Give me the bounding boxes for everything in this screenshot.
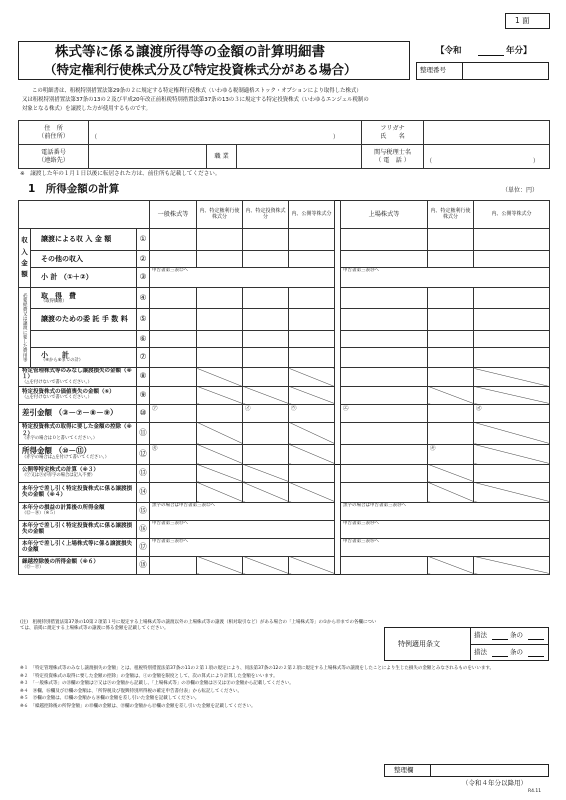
amount-input[interactable] <box>428 229 474 251</box>
amount-input[interactable] <box>243 251 289 268</box>
cell-mark: ㋒ <box>291 405 297 412</box>
row-label-12 <box>19 444 137 464</box>
special-provision-label: 特例適用条文 <box>398 640 440 648</box>
occupation-label: 職 業 <box>207 145 237 169</box>
amount-input[interactable] <box>428 368 474 387</box>
amount-input[interactable] <box>474 464 550 482</box>
amount-input[interactable] <box>341 386 428 404</box>
calc-row-3 <box>19 268 550 288</box>
address-close-paren: ） <box>332 133 339 141</box>
amount-input[interactable] <box>150 422 197 444</box>
unused-cell <box>474 386 550 404</box>
special-provision-input-2[interactable] <box>492 656 508 657</box>
jojo-note-cell[interactable] <box>341 538 550 556</box>
occupation-input[interactable] <box>237 145 362 169</box>
row-number: ⑨ <box>137 386 150 404</box>
cell-mark: ㋖ <box>430 445 436 452</box>
special-provision-post-1: 条の <box>510 631 523 639</box>
amount-input[interactable] <box>474 229 550 251</box>
row-label-text: その他の収入 <box>41 254 83 263</box>
amount-input[interactable] <box>150 556 197 574</box>
row-label-sub: （△を付けないで書いてください。） <box>22 379 92 385</box>
calc-row-12 <box>19 444 550 464</box>
era-label: 【令和 <box>436 46 462 56</box>
phone-sub-label: （連絡先） <box>38 156 69 164</box>
row-label-1 <box>31 229 137 251</box>
row-label-text: 本年分で差し引く特定投資株式に係る譲渡損失の金額（※４） <box>22 485 133 499</box>
calc-row-18 <box>19 556 550 574</box>
amount-input[interactable] <box>341 288 428 309</box>
amount-input[interactable] <box>428 444 474 464</box>
row-label-16 <box>19 520 137 538</box>
amount-input[interactable] <box>150 309 197 331</box>
row-label-7 <box>31 348 137 368</box>
unused-cell <box>289 422 335 444</box>
header-ippan: 一般株式等 <box>150 201 197 229</box>
seiri-bango-label: 整理番号 <box>420 66 446 74</box>
amount-input[interactable] <box>341 368 428 387</box>
amount-input[interactable] <box>243 348 289 368</box>
personal-info-table <box>18 120 550 169</box>
amount-input[interactable] <box>428 348 474 368</box>
phone-input[interactable] <box>89 145 207 169</box>
header-ippan-kokai: 内、公開等株式分 <box>289 201 335 229</box>
row-label-18 <box>19 556 137 574</box>
unused-cell <box>428 386 474 404</box>
tax-accountant-label: 関与税理士名 <box>373 149 412 157</box>
row-label-5 <box>31 309 137 331</box>
amount-input[interactable] <box>474 348 550 368</box>
jojo-note: 申告書第三表㉔へ <box>343 268 380 273</box>
cell-mark: ㋔ <box>476 405 482 412</box>
special-provision-pre-2: 措法 <box>474 648 487 656</box>
unused-cell <box>289 386 335 404</box>
phone-label: 電話番号 <box>41 149 66 157</box>
amount-input[interactable] <box>474 404 550 422</box>
amount-input[interactable] <box>474 331 550 348</box>
special-provision-pre-1: 措法 <box>474 631 487 639</box>
row-number: ③ <box>137 268 150 288</box>
calc-row-10 <box>19 404 550 422</box>
amount-input[interactable] <box>289 288 335 309</box>
row-number: ⑤ <box>137 309 150 331</box>
ippan-note-cell[interactable] <box>150 538 335 556</box>
amount-input[interactable] <box>289 331 335 348</box>
amount-input[interactable] <box>341 444 428 464</box>
row-label-text: 取 得 費 <box>41 291 76 300</box>
income-side-char: 収 <box>21 236 28 245</box>
amount-input[interactable] <box>289 309 335 331</box>
tax-accountant-input[interactable] <box>424 145 550 169</box>
row-label-sub: （取得価額） <box>41 298 67 304</box>
unused-cell <box>243 556 289 574</box>
row-number: ⑦ <box>137 348 150 368</box>
jojo-note: 申告書第三表㉞へ <box>343 520 380 526</box>
section-1-unit: （単位：円） <box>502 187 539 194</box>
row-number: ⑩ <box>137 404 150 422</box>
special-provision-post-2: 条の <box>510 648 523 656</box>
amount-input[interactable] <box>197 309 243 331</box>
amount-input[interactable] <box>474 309 550 331</box>
notes-block-2 <box>20 666 550 711</box>
amount-input[interactable] <box>197 348 243 368</box>
name-label: 氏 名 <box>380 132 405 140</box>
amount-input[interactable] <box>197 331 243 348</box>
amount-input[interactable] <box>243 404 289 422</box>
amount-input[interactable] <box>197 404 243 422</box>
row-label-text: 小 計 <box>41 351 69 359</box>
header-ippan-tokutei-kenri: 内、特定権利行使株式分 <box>197 201 243 229</box>
calc-row-6 <box>19 331 550 348</box>
unused-cell <box>474 368 550 387</box>
row-label-14 <box>19 482 137 502</box>
row-label-sub: （㋐又は㋓が赤字の場合は記入不要） <box>22 472 96 478</box>
row-label-text: 特定管理株式等のみなし譲渡損失の金額（※１） <box>22 368 132 381</box>
amount-input[interactable] <box>289 348 335 368</box>
income-side-char: 額 <box>21 270 28 279</box>
amount-input[interactable] <box>474 251 550 268</box>
amount-input[interactable] <box>428 422 474 444</box>
seiri-ran-input[interactable] <box>431 765 548 776</box>
amount-input[interactable] <box>341 482 428 502</box>
name-input[interactable] <box>424 121 550 145</box>
ippan-note: 黒字の場合は申告書第三表㉒へ <box>152 502 216 508</box>
unused-cell <box>197 386 243 404</box>
row-label-sub: （⑮－⑰） <box>22 564 44 570</box>
calc-row-17 <box>19 538 550 556</box>
amount-input[interactable] <box>428 251 474 268</box>
unused-cell <box>197 368 243 387</box>
tax-accountant-label-cell <box>362 145 424 169</box>
income-side-char: 入 <box>21 247 28 256</box>
intro-line-1: この明細書は、租税特別措置法第29条の２に規定する特定権利行使株式（いわゆる税制適格ストック・オプションにより取得した株式） <box>32 88 362 94</box>
header-jojo-tokutei-kenri: 内、特定権利行使株式分 <box>428 201 474 229</box>
address-open-paren: （ <box>91 133 98 141</box>
unused-cell <box>474 444 550 464</box>
unused-cell <box>197 422 243 444</box>
amount-input[interactable] <box>150 404 197 422</box>
jojo-note: 申告書第三表㊱へ <box>343 538 380 544</box>
amount-input[interactable] <box>428 331 474 348</box>
amount-input[interactable] <box>150 482 197 502</box>
unused-cell <box>197 482 243 502</box>
residence-note: ※ 譲渡した年の１月１日以後に転居された方は、前住所も記載してください。 <box>20 171 221 177</box>
row-label-text: 所得金額 （⑩－⑪） <box>22 446 91 456</box>
calc-row-5 <box>19 309 550 331</box>
phone-label-cell <box>19 145 89 169</box>
furigana-label: フリガナ <box>380 125 405 133</box>
unused-cell <box>289 556 335 574</box>
row-label-text: 特定投資株式の取得に要した金額の控除（※２） <box>22 424 132 437</box>
jojo-note: 黒字の場合は申告書第三表㉔へ <box>343 502 407 508</box>
amount-input[interactable] <box>197 251 243 268</box>
row-label-text: 本年分で差し引く上場株式等に係る譲渡損失の金額 <box>22 540 133 554</box>
header-ippan-tokutei-toushi: 内、特定投資株式分 <box>243 201 289 229</box>
amount-input[interactable] <box>243 229 289 251</box>
row-number: ⑰ <box>137 538 150 556</box>
unused-cell <box>197 556 243 574</box>
unused-cell <box>243 482 289 502</box>
ippan-note: 申告書第三表㉟へ <box>152 538 189 544</box>
row-label-text: 差引金額 （③－⑦－⑧－⑨） <box>22 407 118 417</box>
unused-cell <box>474 482 550 502</box>
page-title: 株式等に係る譲渡所得等の金額の計算明細書 <box>55 44 325 60</box>
unused-cell <box>428 464 474 482</box>
expense-side-label: 必要経費又は譲渡に要した費用等 <box>19 288 31 368</box>
name-label-cell <box>362 121 424 145</box>
row-label-sub: （赤字の場合は０と書いてください。） <box>22 435 98 441</box>
address-input[interactable] <box>89 121 362 145</box>
amount-input[interactable] <box>341 229 428 251</box>
header-jojo-kokai: 内、公開等株式分 <box>474 201 550 229</box>
amount-input[interactable] <box>341 251 428 268</box>
address-label: 住 所 <box>44 125 63 133</box>
unused-cell <box>289 368 335 387</box>
amount-input[interactable] <box>197 288 243 309</box>
jojo-note-cell[interactable] <box>341 502 550 520</box>
row-number: ① <box>137 229 150 251</box>
form-code: R4.11 <box>528 789 542 794</box>
amount-input[interactable] <box>341 404 428 422</box>
cell-mark: ㋓ <box>343 405 349 412</box>
ippan-note: 申告書第三表㉝へ <box>152 520 189 526</box>
row-label-3 <box>31 268 137 288</box>
amount-input[interactable] <box>289 251 335 268</box>
amount-input[interactable] <box>341 422 428 444</box>
note-2: ※２ 「特定投資株式の取得に要した金額の控除」の金額は、㋑の金額を限度として、次の算式により計算した金額をいいます。 <box>20 673 278 679</box>
calc-row-16 <box>19 520 550 538</box>
income-side-char: 金 <box>21 259 28 267</box>
cell-mark: ㋕ <box>152 445 158 452</box>
footer-note: （令和４年分以降用） <box>462 779 527 787</box>
unused-cell <box>289 444 335 464</box>
row-label-13 <box>19 464 137 482</box>
tax-open-paren: （ <box>426 157 433 165</box>
row-label-sub: （④から⑥までの計） <box>41 358 84 364</box>
amount-input[interactable] <box>341 348 428 368</box>
calc-row-7 <box>19 348 550 368</box>
amount-input[interactable] <box>243 444 289 464</box>
amount-input[interactable] <box>428 288 474 309</box>
row-number: ⑥ <box>137 331 150 348</box>
amount-input[interactable] <box>341 331 428 348</box>
amount-input[interactable] <box>289 404 335 422</box>
era-suffix: 年分】 <box>506 46 532 56</box>
row-label-text: 譲渡のための委 託 手 数 料 <box>41 315 128 324</box>
note-0: (注) 租税特別措置法第37条の10第２項第１号に規定する上場株式等の譲渡以外の上場株式等の譲渡（相対取引など）がある場合の「上場株式等」の①から⑱までの各欄については、前掲に規定する上場株式等の譲渡に係る金額を記載してください。 <box>20 620 377 631</box>
row-number: ⑫ <box>137 444 150 464</box>
calc-row-13 <box>19 464 550 482</box>
row-label-text: 公開等特定株式の計算（※３） <box>22 467 99 474</box>
row-number: ⑮ <box>137 502 150 520</box>
jojo-note-cell[interactable] <box>341 268 550 288</box>
calc-row-9 <box>19 386 550 404</box>
ippan-note: 申告書第三表㉒へ <box>152 268 189 273</box>
amount-input[interactable] <box>243 309 289 331</box>
row-label-text: 本年分で差し引く特定投資株式に係る譲渡損失の金額 <box>22 522 133 536</box>
row-label-15 <box>19 502 137 520</box>
row-number: ⑭ <box>137 482 150 502</box>
address-sub-label: （前住所） <box>38 132 69 140</box>
amount-input[interactable] <box>150 386 197 404</box>
year-input[interactable] <box>478 55 504 56</box>
row-label-17 <box>19 538 137 556</box>
unused-cell <box>474 556 550 574</box>
row-label-11 <box>19 422 137 444</box>
amount-input[interactable] <box>428 404 474 422</box>
amount-input[interactable] <box>341 556 428 574</box>
special-provision-input-1[interactable] <box>492 639 508 640</box>
amount-input[interactable] <box>150 464 197 482</box>
notes-block <box>20 620 378 633</box>
row-label-sub: （⑫－⑭）（※５） <box>22 510 58 516</box>
amount-input[interactable] <box>243 288 289 309</box>
amount-input[interactable] <box>197 229 243 251</box>
header-jojo: 上場株式等 <box>341 201 428 229</box>
row-label-6 <box>31 331 137 348</box>
note-1: ※１ 「特定管理株式等のみなし譲渡損失の金額」とは、租税特別措置法第37条の11の２第１項の規定により、同法第37条の12の２第２項に規定する上場株式等の譲渡をしたことにより生じた損失の金額とみなされるものをいいます。 <box>20 666 495 671</box>
tax-phone-label: （ 電 話 ） <box>375 156 410 164</box>
unused-cell <box>243 386 289 404</box>
calc-row-14 <box>19 482 550 502</box>
calc-row-8 <box>19 368 550 387</box>
amount-input[interactable] <box>150 444 197 464</box>
unused-cell <box>289 482 335 502</box>
calc-row-1 <box>19 229 550 251</box>
row-label-text: 本年分の損益の計算後の所得金額 <box>22 505 105 512</box>
row-number: ⑱ <box>137 556 150 574</box>
cell-mark: ㋑ <box>245 405 251 412</box>
unused-cell <box>428 556 474 574</box>
ippan-note-cell[interactable] <box>150 520 335 538</box>
seiri-ran-label: 整理欄 <box>394 766 414 774</box>
amount-input[interactable] <box>150 331 197 348</box>
cell-mark: ㋐ <box>152 405 158 412</box>
row-label-8 <box>19 368 137 387</box>
row-number: ⑬ <box>137 464 150 482</box>
amount-input[interactable] <box>341 464 428 482</box>
intro-line-3: 対象となる株式）を譲渡した方が使用するものです。 <box>22 106 151 112</box>
amount-input[interactable] <box>428 309 474 331</box>
row-label-4 <box>31 288 137 309</box>
amount-input[interactable] <box>150 251 197 268</box>
tax-close-paren: ） <box>532 157 539 165</box>
note-5: ※５ ⑮欄の金額は、⑫欄の金額から⑭欄の金額を差し引いた金額を記載してください。 <box>20 696 200 702</box>
row-number: ② <box>137 251 150 268</box>
row-number: ④ <box>137 288 150 309</box>
amount-input[interactable] <box>474 288 550 309</box>
calc-row-15 <box>19 502 550 520</box>
amount-input[interactable] <box>243 422 289 444</box>
note-4: ※４ ⑭欄、⑯欄及び⑰欄の金額は、「所得税及び復興特別所得税の確定申告書付表」から転記してください。 <box>20 688 243 694</box>
row-label-sub: （赤字の場合は△を付けて書いてください。） <box>22 454 110 460</box>
row-number: ⑯ <box>137 520 150 538</box>
unused-cell <box>428 482 474 502</box>
row-number: ⑪ <box>137 422 150 444</box>
amount-input[interactable] <box>150 229 197 251</box>
amount-input[interactable] <box>243 368 289 387</box>
ippan-note-cell[interactable] <box>150 502 335 520</box>
income-calculation-table <box>18 200 550 575</box>
row-label-10 <box>19 404 137 422</box>
amount-input[interactable] <box>150 348 197 368</box>
row-number: ⑧ <box>137 368 150 387</box>
row-label-2 <box>31 251 137 268</box>
calc-row-2 <box>19 251 550 268</box>
unused-cell <box>243 464 289 482</box>
intro-line-2: 又は租税特別措置法第37条の13の２及び平成20年改正前租税特別措置法第37条の13の３に規定する特定投資株式（いわゆるエンジェル税制の <box>22 97 369 103</box>
amount-input[interactable] <box>243 331 289 348</box>
note-6: ※６ 「繰越控除後の所得金額」の⑱欄の金額は、⑮欄の金額から⑰欄の金額を差し引いた金額を記載してください。 <box>20 703 256 709</box>
calc-row-11 <box>19 422 550 444</box>
row-label-9 <box>19 386 137 404</box>
unused-cell <box>197 444 243 464</box>
amount-input[interactable] <box>289 229 335 251</box>
amount-input[interactable] <box>341 309 428 331</box>
note-3: ※３ 「一般株式等」の⑬欄の金額は㋐又は㋓の金額から記載し、「上場株式等」の⑬欄の金額は㋓又は㋔の金額から記載してください。 <box>20 681 294 687</box>
unused-cell <box>474 422 550 444</box>
row-label-sub: （△を付けないで書いてください。） <box>22 394 92 400</box>
jojo-note-cell[interactable] <box>341 520 550 538</box>
page-subtitle: （特定権利行使株式分及び特定投資株式分がある場合） <box>44 62 357 77</box>
seiri-bango-input[interactable] <box>463 63 548 79</box>
amount-input[interactable] <box>150 288 197 309</box>
row-label-text: 譲渡による収 入 金 額 <box>41 235 112 244</box>
row-label-text: 繰越控除後の所得金額（※６） <box>22 559 99 566</box>
unused-cell <box>197 464 243 482</box>
address-label-cell <box>19 121 89 145</box>
ippan-note-cell[interactable] <box>150 268 335 288</box>
amount-input[interactable] <box>289 464 335 482</box>
section-1-title: 1 所得金額の計算 <box>28 183 120 195</box>
calc-row-4 <box>19 288 550 309</box>
income-side-label <box>19 229 31 288</box>
row-label-text: 特定投資株式の価値喪失の金額（⑥） <box>22 389 115 396</box>
row-label-text: 小 計 （①＋②） <box>41 273 93 282</box>
page-number: 1 面 <box>515 16 530 25</box>
amount-input[interactable] <box>150 368 197 387</box>
